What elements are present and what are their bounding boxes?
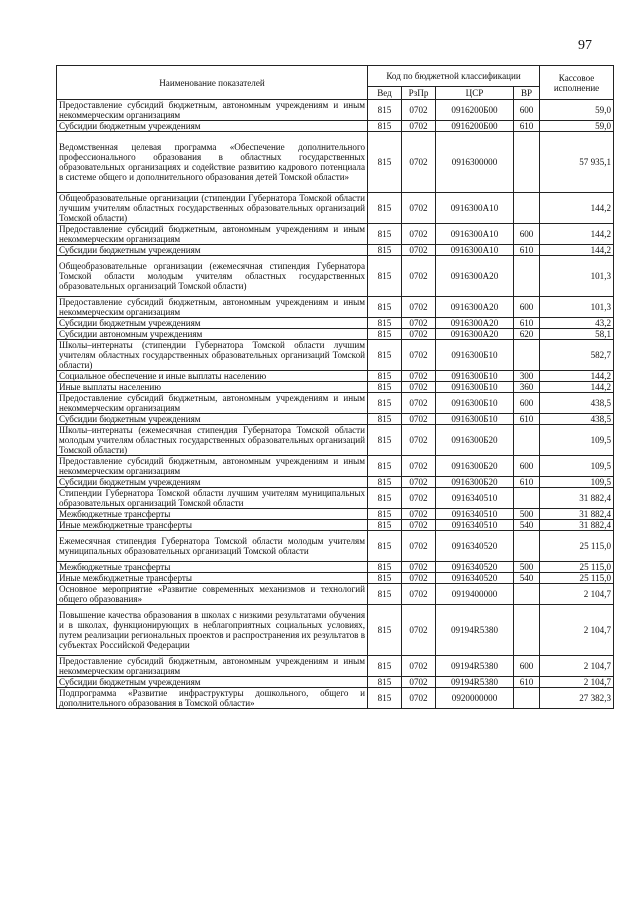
table-row xyxy=(57,531,614,562)
header-row-top xyxy=(57,66,614,87)
row-amount: 27 382,3 xyxy=(540,688,614,709)
row-rzpr: 0702 xyxy=(402,562,436,573)
row-csr: 0916340520 xyxy=(436,562,514,573)
table-row xyxy=(57,688,614,709)
row-ved: 815 xyxy=(368,573,402,584)
row-amount: 25 115,0 xyxy=(540,573,614,584)
header-ved: Вед xyxy=(368,87,402,100)
row-amount: 25 115,0 xyxy=(540,562,614,573)
row-ved: 815 xyxy=(368,329,402,340)
row-amount: 31 882,4 xyxy=(540,520,614,531)
row-name: Предоставление субсидий бюджетным, автономным учреждениям и иным некоммерческим организациям xyxy=(57,393,368,414)
table-row xyxy=(57,193,614,224)
row-vr xyxy=(514,340,540,371)
table-row xyxy=(57,100,614,121)
row-csr: 0916200Б00 xyxy=(436,121,514,132)
row-name: Подпрограмма «Развитие инфраструктуры дошкольного, общего и дополнительного образования в Томской области» xyxy=(57,688,368,709)
row-ved: 815 xyxy=(368,318,402,329)
row-rzpr: 0702 xyxy=(402,656,436,677)
table-row xyxy=(57,677,614,688)
row-vr: 540 xyxy=(514,520,540,531)
header-name: Наименование показателей xyxy=(57,66,368,100)
row-name: Школы–интернаты (ежемесячная стипендия Губернатора Томской области молодым учителям областных государственных образовательных организаций Томской области) xyxy=(57,425,368,456)
row-csr: 0916340510 xyxy=(436,509,514,520)
table-row xyxy=(57,562,614,573)
table-row xyxy=(57,393,614,414)
row-ved: 815 xyxy=(368,382,402,393)
row-amount: 438,5 xyxy=(540,393,614,414)
row-amount: 109,5 xyxy=(540,456,614,477)
row-ved: 815 xyxy=(368,121,402,132)
row-amount: 144,2 xyxy=(540,224,614,245)
row-ved: 815 xyxy=(368,371,402,382)
row-name: Субсидии бюджетным учреждениям xyxy=(57,414,368,425)
row-name: Основное мероприятие «Развитие современных механизмов и технологий общего образования» xyxy=(57,584,368,605)
row-vr: 600 xyxy=(514,297,540,318)
row-ved: 815 xyxy=(368,605,402,656)
row-rzpr: 0702 xyxy=(402,509,436,520)
budget-execution-table xyxy=(56,65,614,709)
row-rzpr: 0702 xyxy=(402,414,436,425)
table-row xyxy=(57,414,614,425)
row-amount: 109,5 xyxy=(540,477,614,488)
row-name: Предоставление субсидий бюджетным, автономным учреждениям и иным некоммерческим организациям xyxy=(57,224,368,245)
row-rzpr: 0702 xyxy=(402,382,436,393)
table-row xyxy=(57,656,614,677)
row-vr: 500 xyxy=(514,509,540,520)
row-csr: 09194R5380 xyxy=(436,605,514,656)
header-rzpr: РзПр xyxy=(402,87,436,100)
row-vr: 500 xyxy=(514,562,540,573)
row-name: Субсидии бюджетным учреждениям xyxy=(57,121,368,132)
row-rzpr: 0702 xyxy=(402,121,436,132)
row-vr: 540 xyxy=(514,573,540,584)
row-csr: 0916300А10 xyxy=(436,224,514,245)
row-amount: 582,7 xyxy=(540,340,614,371)
header-csr: ЦСР xyxy=(436,87,514,100)
table-row xyxy=(57,318,614,329)
row-vr xyxy=(514,193,540,224)
row-csr: 0916300Б20 xyxy=(436,456,514,477)
row-amount: 109,5 xyxy=(540,425,614,456)
row-vr xyxy=(514,256,540,297)
table-row xyxy=(57,509,614,520)
row-ved: 815 xyxy=(368,224,402,245)
row-name: Предоставление субсидий бюджетным, автономным учреждениям и иным некоммерческим организациям xyxy=(57,100,368,121)
row-vr: 610 xyxy=(514,677,540,688)
row-csr: 0916340510 xyxy=(436,520,514,531)
table-row xyxy=(57,584,614,605)
row-amount: 144,2 xyxy=(540,382,614,393)
row-name: Субсидии бюджетным учреждениям xyxy=(57,477,368,488)
row-csr: 0916300Б10 xyxy=(436,382,514,393)
row-csr: 0916300А10 xyxy=(436,193,514,224)
row-ved: 815 xyxy=(368,132,402,193)
row-name: Ведомственная целевая программа «Обеспечение дополнительного профессионального образования в областных государственных образовательных организациях и содействие развитию кадрового потенциала в системе общего и дополнительного образования детей Томской области» xyxy=(57,132,368,193)
row-ved: 815 xyxy=(368,688,402,709)
row-vr xyxy=(514,688,540,709)
row-ved: 815 xyxy=(368,677,402,688)
row-csr: 0916300Б10 xyxy=(436,414,514,425)
row-ved: 815 xyxy=(368,414,402,425)
table-row xyxy=(57,477,614,488)
row-csr: 0916300Б20 xyxy=(436,425,514,456)
row-ved: 815 xyxy=(368,425,402,456)
row-amount: 57 935,1 xyxy=(540,132,614,193)
row-csr: 0916340520 xyxy=(436,531,514,562)
row-vr xyxy=(514,531,540,562)
table-row xyxy=(57,297,614,318)
row-vr: 610 xyxy=(514,318,540,329)
row-vr: 600 xyxy=(514,224,540,245)
row-ved: 815 xyxy=(368,488,402,509)
row-name: Субсидии бюджетным учреждениям xyxy=(57,245,368,256)
row-rzpr: 0702 xyxy=(402,132,436,193)
row-amount: 59,0 xyxy=(540,100,614,121)
row-amount: 101,3 xyxy=(540,297,614,318)
row-ved: 815 xyxy=(368,509,402,520)
row-name: Общеобразовательные организации (стипендии Губернатора Томской области лучшим учителям областных государственных образовательных организаций Томской области) xyxy=(57,193,368,224)
table-row xyxy=(57,520,614,531)
row-amount: 31 882,4 xyxy=(540,509,614,520)
row-ved: 815 xyxy=(368,562,402,573)
row-ved: 815 xyxy=(368,100,402,121)
row-csr: 0916300Б10 xyxy=(436,340,514,371)
row-rzpr: 0702 xyxy=(402,340,436,371)
row-amount: 2 104,7 xyxy=(540,584,614,605)
row-vr: 600 xyxy=(514,456,540,477)
row-csr: 0919400000 xyxy=(436,584,514,605)
row-name: Школы–интернаты (стипендии Губернатора Томской области лучшим учителям областных государственных образовательных организаций Томской области) xyxy=(57,340,368,371)
row-csr: 0916200Б00 xyxy=(436,100,514,121)
row-ved: 815 xyxy=(368,393,402,414)
header-vr: ВР xyxy=(514,87,540,100)
row-rzpr: 0702 xyxy=(402,688,436,709)
row-ved: 815 xyxy=(368,193,402,224)
table-body xyxy=(57,100,614,709)
row-ved: 815 xyxy=(368,456,402,477)
table-row xyxy=(57,340,614,371)
row-ved: 815 xyxy=(368,520,402,531)
table-row xyxy=(57,425,614,456)
row-name: Предоставление субсидий бюджетным, автономным учреждениям и иным некоммерческим организациям xyxy=(57,297,368,318)
row-rzpr: 0702 xyxy=(402,605,436,656)
row-vr xyxy=(514,425,540,456)
row-vr: 610 xyxy=(514,414,540,425)
row-rzpr: 0702 xyxy=(402,329,436,340)
row-name: Предоставление субсидий бюджетным, автономным учреждениям и иным некоммерческим организациям xyxy=(57,456,368,477)
row-amount: 144,2 xyxy=(540,371,614,382)
row-csr: 0916300А10 xyxy=(436,245,514,256)
table-row xyxy=(57,132,614,193)
row-csr: 0916300А20 xyxy=(436,297,514,318)
row-rzpr: 0702 xyxy=(402,531,436,562)
row-vr: 620 xyxy=(514,329,540,340)
row-name: Стипендии Губернатора Томской области лучшим учителям муниципальных образовательных организаций Томской области xyxy=(57,488,368,509)
row-vr: 600 xyxy=(514,100,540,121)
row-csr: 0920000000 xyxy=(436,688,514,709)
row-amount: 43,2 xyxy=(540,318,614,329)
row-rzpr: 0702 xyxy=(402,318,436,329)
row-vr xyxy=(514,605,540,656)
row-vr: 600 xyxy=(514,656,540,677)
header-code-group: Код по бюджетной классификации xyxy=(368,66,540,87)
row-csr: 0916300А20 xyxy=(436,256,514,297)
header-amount: Кассовое исполнение xyxy=(540,66,614,100)
row-rzpr: 0702 xyxy=(402,256,436,297)
row-rzpr: 0702 xyxy=(402,371,436,382)
row-vr xyxy=(514,584,540,605)
row-rzpr: 0702 xyxy=(402,245,436,256)
row-ved: 815 xyxy=(368,531,402,562)
row-name: Межбюджетные трансферты xyxy=(57,562,368,573)
row-amount: 144,2 xyxy=(540,193,614,224)
table-row xyxy=(57,456,614,477)
table-row xyxy=(57,245,614,256)
row-csr: 0916340510 xyxy=(436,488,514,509)
row-csr: 09194R5380 xyxy=(436,677,514,688)
row-rzpr: 0702 xyxy=(402,193,436,224)
row-rzpr: 0702 xyxy=(402,425,436,456)
row-csr: 0916300А20 xyxy=(436,329,514,340)
row-amount: 2 104,7 xyxy=(540,656,614,677)
row-csr: 09194R5380 xyxy=(436,656,514,677)
row-amount: 2 104,7 xyxy=(540,677,614,688)
row-rzpr: 0702 xyxy=(402,224,436,245)
table-row xyxy=(57,605,614,656)
table-row xyxy=(57,371,614,382)
row-name: Иные межбюджетные трансферты xyxy=(57,573,368,584)
row-amount: 438,5 xyxy=(540,414,614,425)
page-number: 97 xyxy=(578,38,592,53)
row-rzpr: 0702 xyxy=(402,677,436,688)
table-row xyxy=(57,382,614,393)
row-ved: 815 xyxy=(368,256,402,297)
row-rzpr: 0702 xyxy=(402,456,436,477)
row-vr xyxy=(514,132,540,193)
row-ved: 815 xyxy=(368,584,402,605)
row-amount: 59,0 xyxy=(540,121,614,132)
row-name: Субсидии бюджетным учреждениям xyxy=(57,677,368,688)
row-csr: 0916300Б10 xyxy=(436,371,514,382)
row-name: Субсидии бюджетным учреждениям xyxy=(57,318,368,329)
table-row xyxy=(57,573,614,584)
row-rzpr: 0702 xyxy=(402,100,436,121)
row-name: Ежемесячная стипендия Губернатора Томской области молодым учителям муниципальных образовательных организаций Томской области xyxy=(57,531,368,562)
row-rzpr: 0702 xyxy=(402,520,436,531)
table-row xyxy=(57,329,614,340)
row-vr xyxy=(514,488,540,509)
row-csr: 0916300Б10 xyxy=(436,393,514,414)
row-amount: 25 115,0 xyxy=(540,531,614,562)
row-ved: 815 xyxy=(368,477,402,488)
row-name: Иные межбюджетные трансферты xyxy=(57,520,368,531)
row-vr: 600 xyxy=(514,393,540,414)
table-row xyxy=(57,488,614,509)
row-name: Общеобразовательные организации (ежемесячная стипендия Губернатора Томской области молодым учителям областных государственных образовательных организаций Томской области) xyxy=(57,256,368,297)
row-csr: 0916300Б20 xyxy=(436,477,514,488)
row-name: Межбюджетные трансферты xyxy=(57,509,368,520)
row-rzpr: 0702 xyxy=(402,477,436,488)
row-name: Предоставление субсидий бюджетным, автономным учреждениям и иным некоммерческим организациям xyxy=(57,656,368,677)
row-name: Социальное обеспечение и иные выплаты населению xyxy=(57,371,368,382)
row-csr: 0916300000 xyxy=(436,132,514,193)
row-name: Иные выплаты населению xyxy=(57,382,368,393)
row-ved: 815 xyxy=(368,297,402,318)
row-csr: 0916340520 xyxy=(436,573,514,584)
row-amount: 101,3 xyxy=(540,256,614,297)
row-name: Повышение качества образования в школах с низкими результатами обучения и в школах, функционирующих в неблагоприятных социальных условиях, путем реализации региональных проектов и распространения их результатов в субъектах Российской Федерации xyxy=(57,605,368,656)
row-vr: 360 xyxy=(514,382,540,393)
row-vr: 610 xyxy=(514,121,540,132)
row-rzpr: 0702 xyxy=(402,393,436,414)
table-row xyxy=(57,224,614,245)
row-amount: 58,1 xyxy=(540,329,614,340)
row-rzpr: 0702 xyxy=(402,584,436,605)
row-ved: 815 xyxy=(368,340,402,371)
row-ved: 815 xyxy=(368,656,402,677)
table-row xyxy=(57,121,614,132)
row-rzpr: 0702 xyxy=(402,297,436,318)
table-row xyxy=(57,256,614,297)
row-rzpr: 0702 xyxy=(402,573,436,584)
row-name: Субсидии автономным учреждениям xyxy=(57,329,368,340)
row-amount: 31 882,4 xyxy=(540,488,614,509)
row-amount: 144,2 xyxy=(540,245,614,256)
row-vr: 300 xyxy=(514,371,540,382)
row-vr: 610 xyxy=(514,477,540,488)
row-csr: 0916300А20 xyxy=(436,318,514,329)
row-rzpr: 0702 xyxy=(402,488,436,509)
row-amount: 2 104,7 xyxy=(540,605,614,656)
row-ved: 815 xyxy=(368,245,402,256)
row-vr: 610 xyxy=(514,245,540,256)
